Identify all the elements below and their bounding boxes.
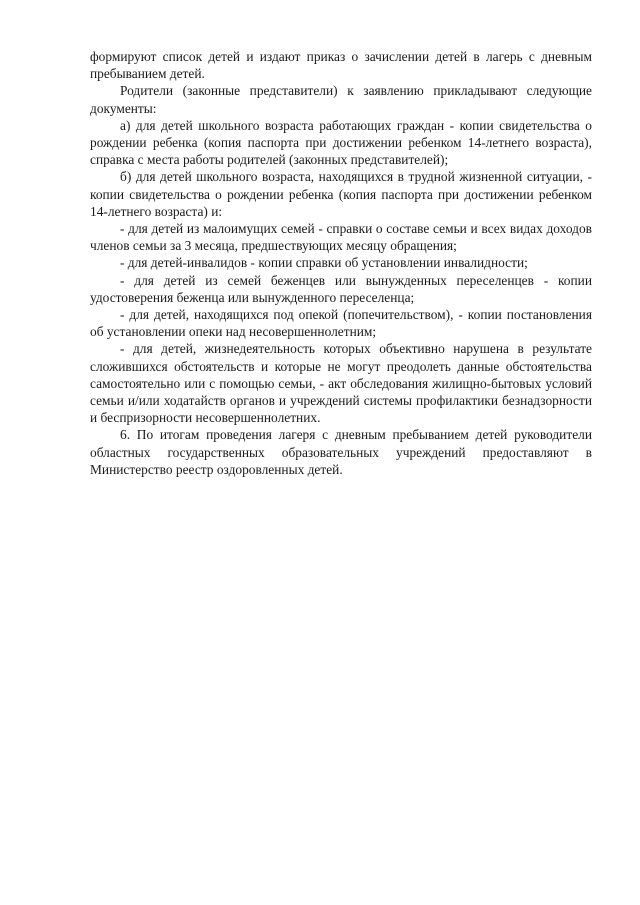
paragraph-item-a: а) для детей школьного возраста работающих граждан - копии свидетельства о рождении ребенка (копия паспорта при достижении ребенком 14-летнего возраста), справка с места работы родителей (законных представителей); <box>90 117 592 168</box>
paragraph-disabled: - для детей-инвалидов - копии справки об установлении инвалидности; <box>120 255 528 271</box>
paragraph-continuation: формируют список детей и издают приказ о зачислении детей в лагерь с дневным пребыванием детей. <box>90 49 592 82</box>
document-body <box>90 48 592 478</box>
paragraph-low-income: - для детей из малоимущих семей - справки о составе семьи и всех видах доходов членов семьи за 3 месяца, предшествующих месяцу обращения; <box>90 221 592 254</box>
paragraph-item-b: б) для детей школьного возраста, находящихся в трудной жизненной ситуации, - копии свидетельства о рождении ребенка (копия паспорта при достижении ребенком 14-летнего возраста) и: <box>90 169 592 219</box>
paragraph-guardianship: - для детей, находящихся под опекой (попечительством), - копии постановления об установлении опеки над несовершеннолетним; <box>90 307 592 340</box>
paragraph-item-6: 6. По итогам проведения лагеря с дневным пребыванием детей руководители областных государственных образовательных учреждений предоставляют в Министерство реестр оздоровленных детей. <box>90 427 592 477</box>
paragraph-refugees: - для детей из семей беженцев или вынужденных переселенцев - копии удостоверения беженца или вынужденного переселенца; <box>90 272 592 305</box>
paragraph-difficult-circumstances: - для детей, жизнедеятельность которых объективно нарушена в результате сложившихся обстоятельств и которые не могут преодолеть данные обстоятельства самостоятельно или с помощью семьи, - акт обследования жилищно-бытовых условий семьи и/или ходатайств органов и учреждений системы профилактики безнадзорности и беспризорности несовершеннолетних. <box>90 341 592 426</box>
paragraph-parents-documents: Родители (законные представители) к заявлению прикладывают следующие документы: <box>90 83 592 116</box>
